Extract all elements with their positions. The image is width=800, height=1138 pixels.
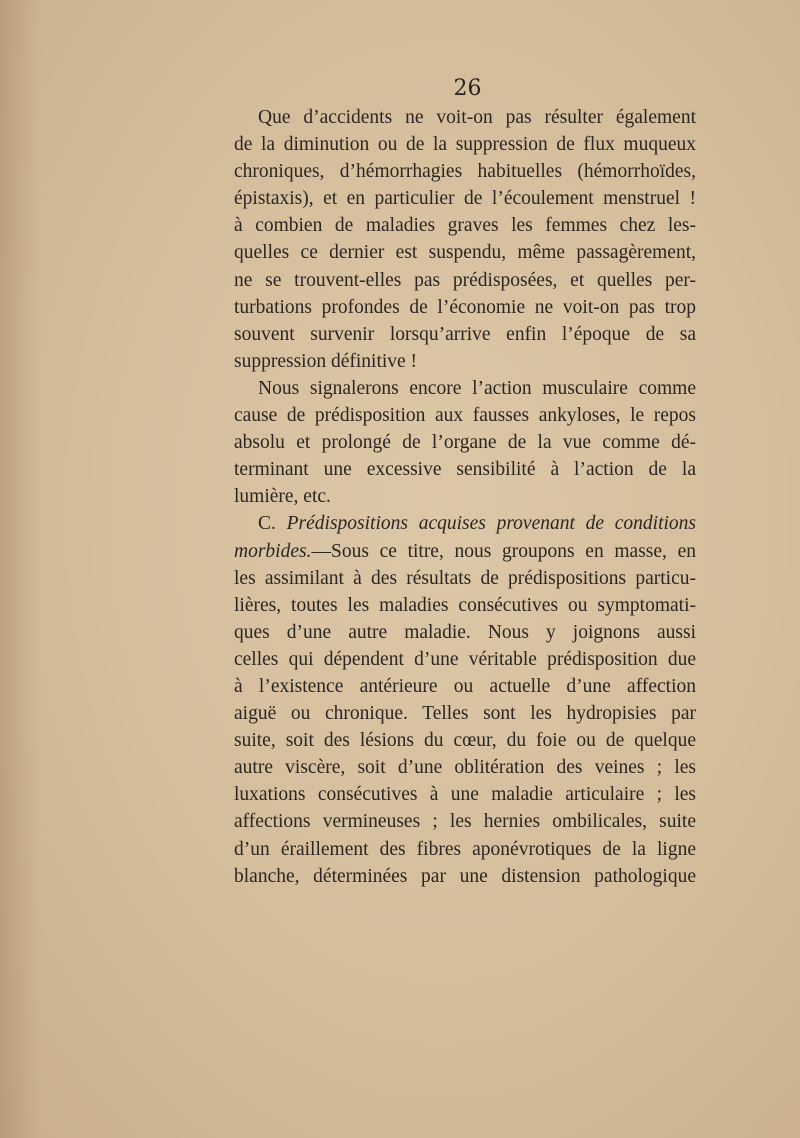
text-line: celles qui dépendent d’une véritable prédisposition due (234, 648, 696, 670)
text-line: quelles ce dernier est suspendu, même passagèrement, (234, 242, 696, 264)
text-line: cause de prédisposition aux fausses ankyloses, le repos (234, 405, 696, 427)
page-number: 26 (453, 76, 482, 101)
text-line: lumière, etc. (234, 486, 331, 508)
text-line: suite, soit des lésions du cœur, du foie ou de quelque (234, 730, 696, 752)
text-line: à combien de maladies graves les femmes chez les- (234, 215, 696, 237)
text-line: luxations consécutives à une maladie articulaire ; les (234, 784, 696, 806)
section-title: Prédispositions acquises provenant de conditions (286, 513, 697, 535)
text-line: lières, toutes les maladies consécutives ou symptomati- (234, 594, 696, 616)
text-line: chroniques, d’hémorrhagies habituelles (hémorrhoïdes, (234, 161, 696, 183)
text-line: souvent survenir lorsqu’arrive enfin l’époque de sa (234, 323, 696, 345)
section-heading-line (234, 538, 696, 565)
section-label: C. (258, 513, 276, 535)
body-text (234, 104, 696, 890)
text-line: suppression définitive ! (234, 350, 418, 372)
text-line: d’un éraillement des fibres aponévrotiques de la ligne (234, 838, 696, 860)
text-line: Nous signalerons encore l’action musculaire comme (258, 377, 696, 399)
text-line: à l’existence antérieure ou actuelle d’une affection (234, 675, 696, 697)
page-gutter-shadow (0, 0, 40, 1138)
text-line: ques d’une autre maladie. Nous y joignons aussi (234, 621, 696, 643)
text-line: épistaxis), et en particulier de l’écoulement menstruel ! (234, 188, 696, 210)
text-line: absolu et prolongé de l’organe de la vue comme dé- (234, 432, 696, 454)
text-line: turbations profondes de l’économie ne voit-on pas trop (234, 296, 696, 318)
section-title-end: morbides. (234, 540, 312, 562)
text-line: ne se trouvent-elles pas prédisposées, et quelles per- (234, 269, 696, 291)
text-line: affections vermineuses ; les hernies ombilicales, suite (234, 811, 696, 833)
section-intro: —Sous ce titre, nous groupons en masse, en (311, 540, 696, 562)
text-line: blanche, déterminées par une distension pathologique (234, 865, 696, 887)
text-line: autre viscère, soit d’une oblitération des veines ; les (234, 757, 696, 779)
text-line: Que d’accidents ne voit-on pas résulter également (258, 107, 696, 128)
text-line: les assimilant à des résultats de prédispositions particu- (234, 567, 696, 589)
text-line: terminant une excessive sensibilité à l’action de la (234, 459, 696, 481)
text-line: aiguë ou chronique. Telles sont les hydropisies par (234, 703, 696, 725)
section-heading-line (234, 510, 696, 537)
text-line: de la diminution ou de la suppression de flux muqueux (234, 134, 696, 156)
